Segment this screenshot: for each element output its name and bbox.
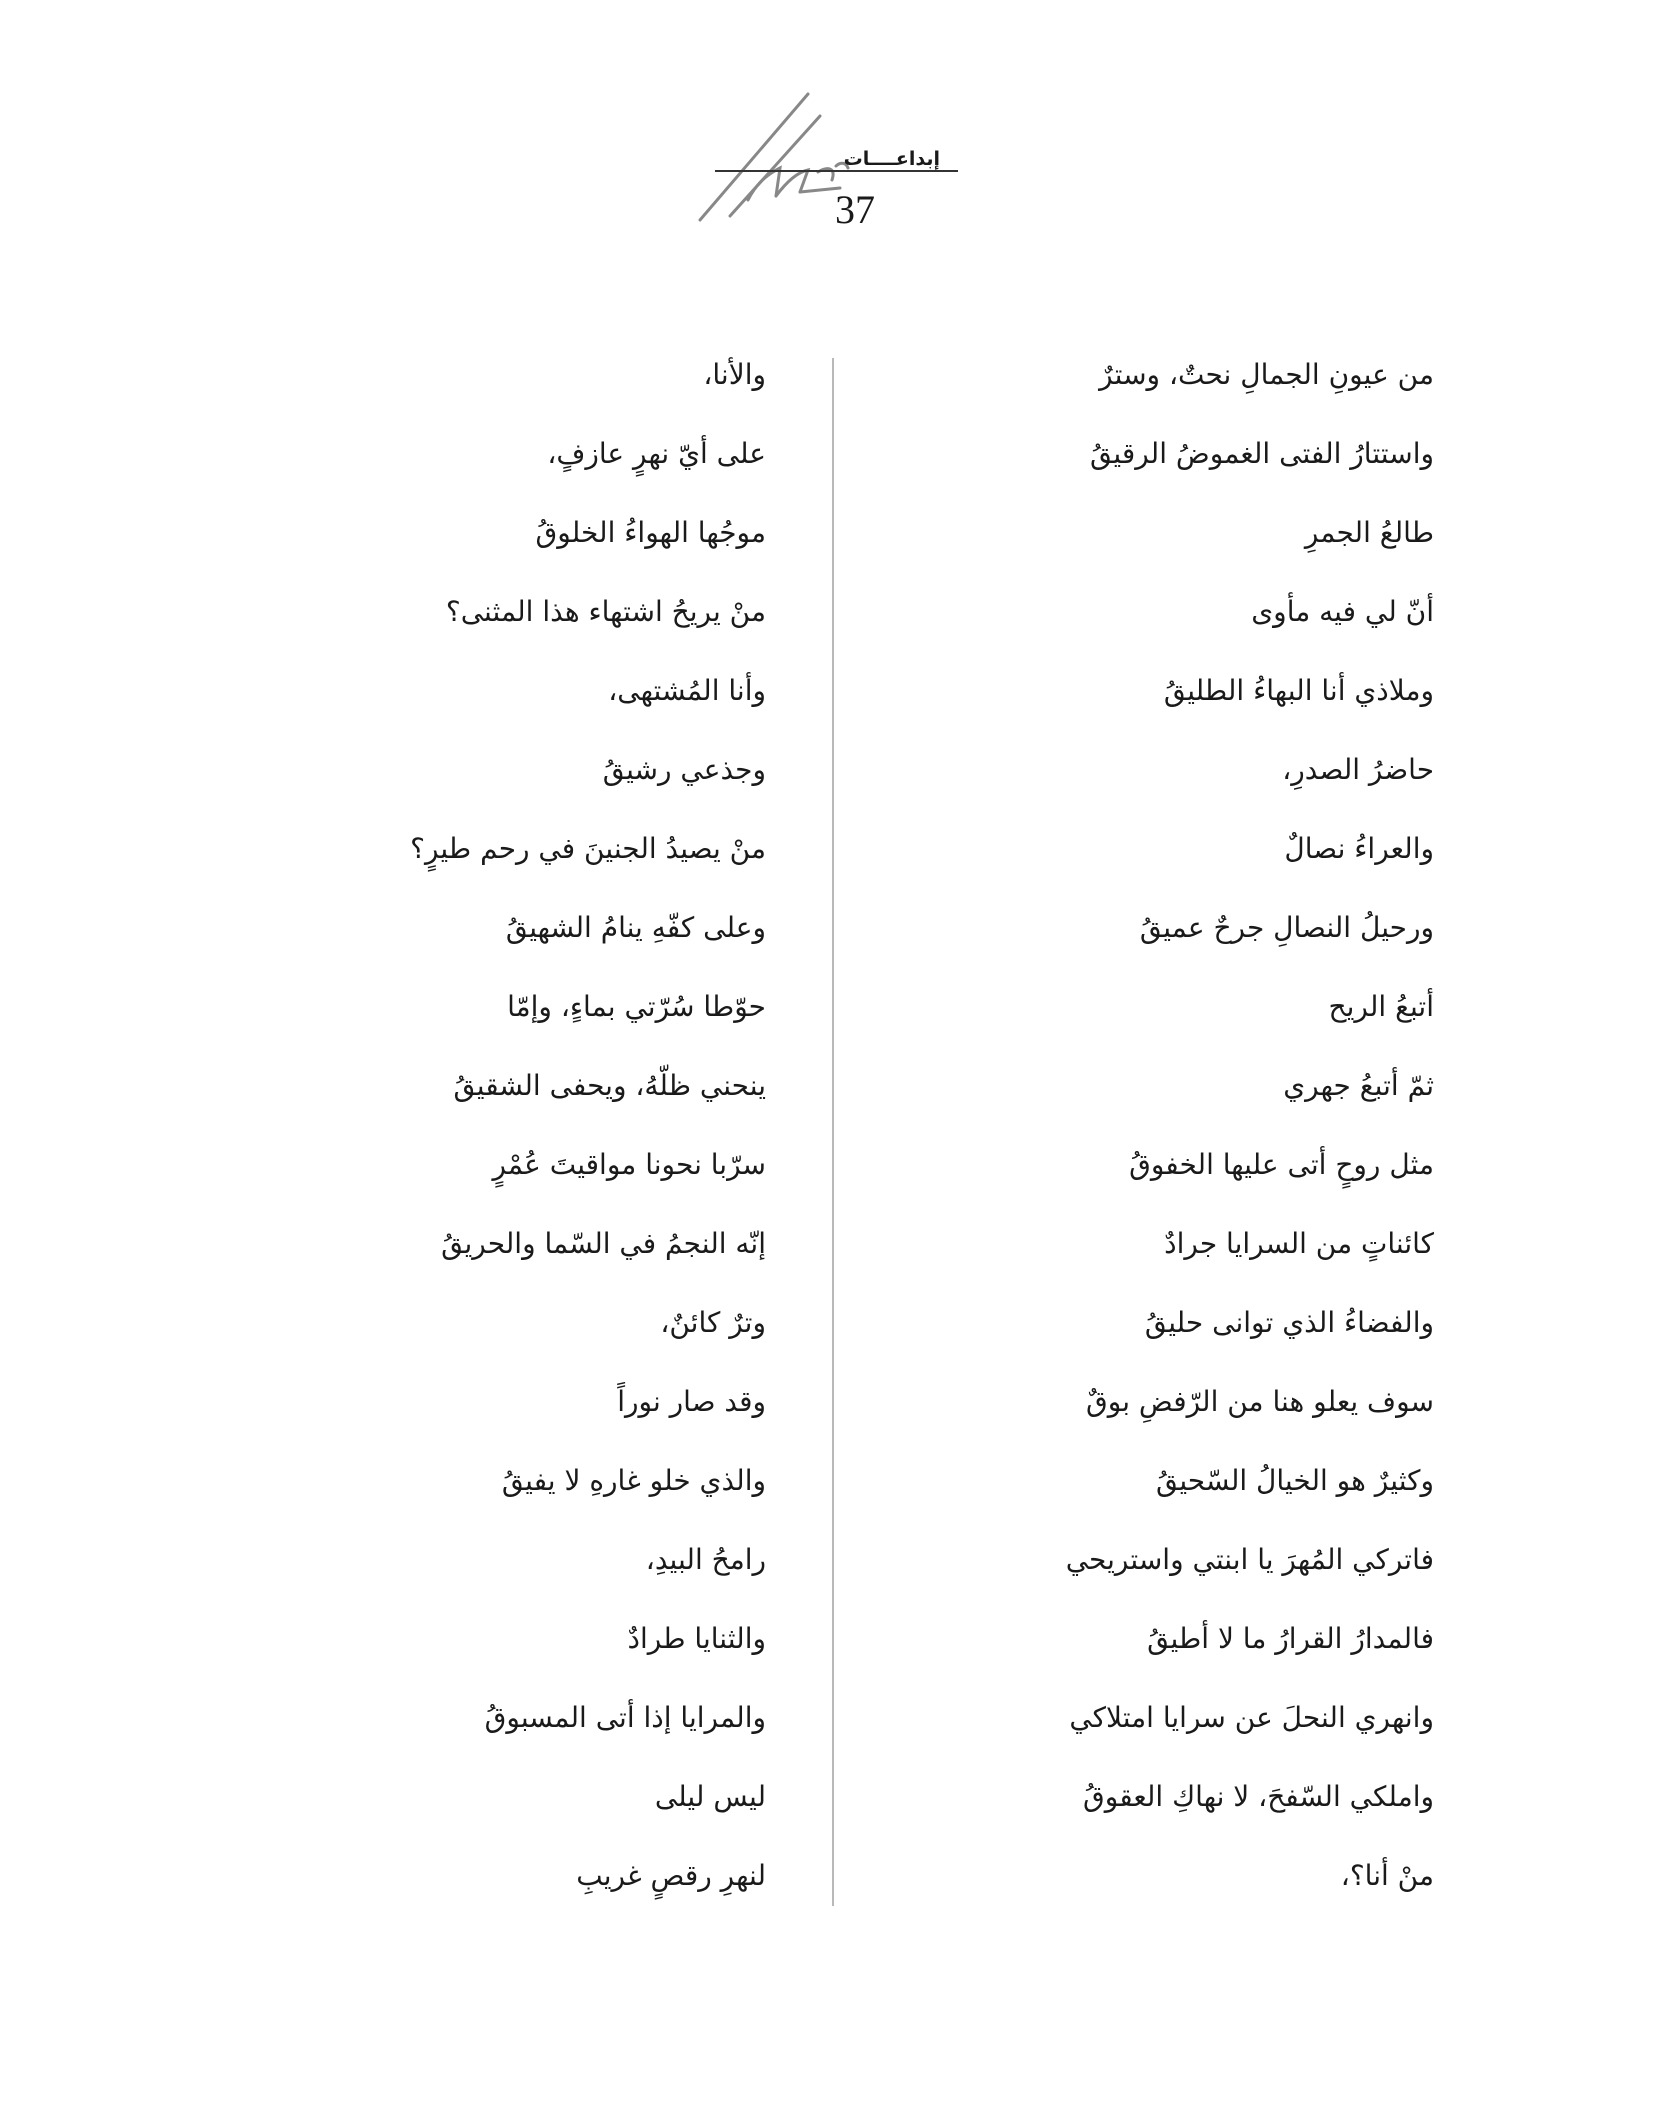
- verse-line: ثمّ أتبعُ جهري: [1283, 1069, 1434, 1102]
- verse-line: والثنايا طرادٌ: [627, 1622, 766, 1655]
- verse-line: وملاذي أنا البهاءُ الطليقُ: [1163, 674, 1434, 707]
- verse-line: وجذعي رشيقُ: [602, 753, 766, 786]
- verse-line: سوف يعلو هنا من الرّفضِ بوقٌ: [1086, 1385, 1434, 1418]
- verse-line: إنّه النجمُ في السّما والحريقُ: [441, 1227, 766, 1260]
- section-label: إبداعــــات: [843, 148, 940, 170]
- page-header: [690, 88, 970, 238]
- verse-line: حاضرُ الصدرِ،: [1282, 753, 1434, 786]
- verse-line: رامحُ البيدِ،: [645, 1543, 766, 1576]
- verse-line: أنّ لي فيه مأوى: [1251, 595, 1434, 628]
- verse-line: والفضاءُ الذي توانى حليقُ: [1144, 1306, 1434, 1339]
- verse-line: منْ أنا؟،: [1340, 1859, 1434, 1892]
- verse-line: وقد صار نوراً: [617, 1385, 766, 1418]
- verse-line: موجُها الهواءُ الخلوقُ: [535, 516, 766, 549]
- verse-line: من عيونِ الجمالِ نحتٌ، وسترٌ: [1099, 358, 1434, 391]
- page-number: 37: [835, 187, 875, 232]
- verse-line: منْ يريحُ اشتهاء هذا المثنى؟: [445, 595, 766, 628]
- verse-line: ليس ليلى: [654, 1780, 766, 1813]
- verse-line: واملكي السّفحَ، لا نهاكِ العقوقُ: [1083, 1780, 1434, 1813]
- verse-line: والعراءُ نصالٌ: [1284, 832, 1434, 865]
- verse-line: على أيّ نهرٍ عازفٍ،: [547, 437, 766, 470]
- verse-line: كائناتٍ من السرايا جرادٌ: [1164, 1227, 1434, 1260]
- verse-line: مثل روحٍ أتى عليها الخفوقُ: [1129, 1148, 1434, 1181]
- verse-line: فالمدارُ القرارُ ما لا أطيقُ: [1147, 1622, 1434, 1655]
- verse-line: منْ يصيدُ الجنينَ في رحم طيرٍ؟: [410, 832, 766, 865]
- verse-line: أتبعُ الريح: [1328, 990, 1434, 1023]
- poem-left-column: [166, 345, 766, 1925]
- poem-right-column: [834, 345, 1434, 1925]
- verse-line: وأنا المُشتهى،: [608, 674, 766, 707]
- verse-line: حوّطا سُرّتي بماءٍ، وإمّا: [507, 990, 766, 1023]
- verse-line: لنهرِ رقصٍ غريبِ: [576, 1859, 766, 1892]
- verse-line: وترٌ كائنٌ،: [660, 1306, 766, 1339]
- verse-line: والأنا،: [703, 358, 766, 391]
- verse-line: واستتارُ الفتى الغموضُ الرقيقُ: [1090, 437, 1434, 470]
- verse-line: وانهري النحلَ عن سرايا امتلاكي: [1069, 1701, 1434, 1734]
- verse-line: وكثيرٌ هو الخيالُ السّحيقُ: [1155, 1464, 1434, 1497]
- verse-line: والمرايا إذا أتى المسبوقُ: [484, 1701, 766, 1734]
- verse-line: فاتركي المُهرَ يا ابنتي واستريحي: [1065, 1543, 1434, 1576]
- verse-line: سرّبا نحونا مواقيتَ عُمْرٍ: [492, 1148, 766, 1181]
- verse-line: طالعُ الجمرِ: [1304, 516, 1434, 549]
- verse-line: ينحني ظلّهُ، ويحفى الشقيقُ: [453, 1069, 766, 1102]
- verse-line: وعلى كفّهِ ينامُ الشهيقُ: [505, 911, 766, 944]
- verse-line: ورحيلُ النصالِ جرحٌ عميقُ: [1139, 911, 1434, 944]
- verse-line: والذي خلو غارهِ لا يفيقُ: [501, 1464, 766, 1497]
